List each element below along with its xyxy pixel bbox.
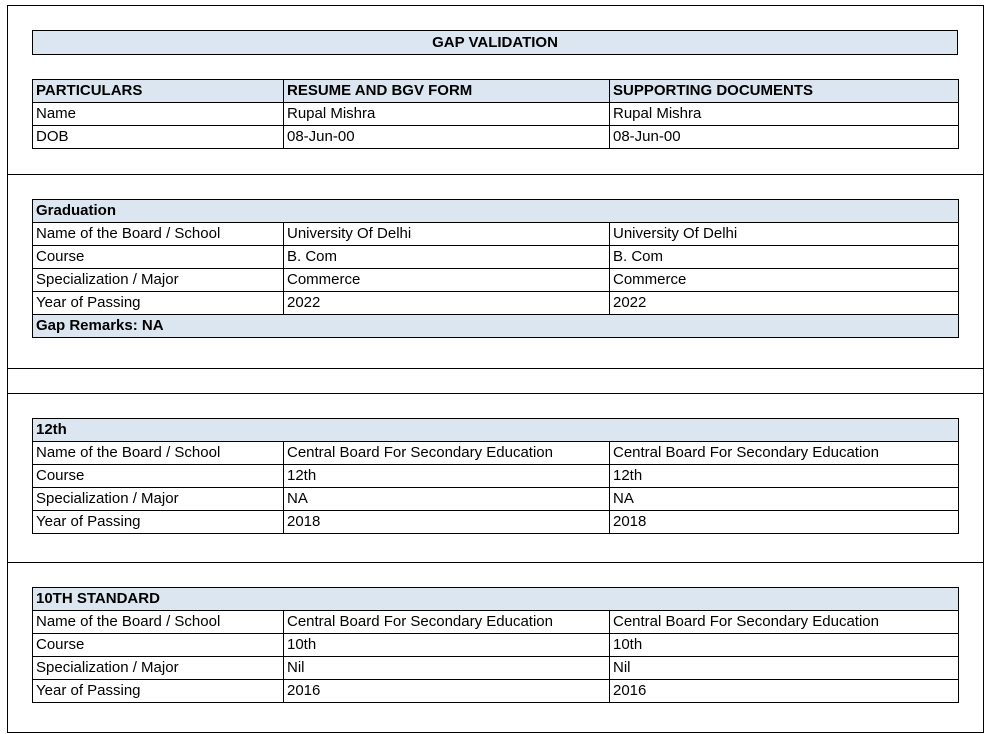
resume-value: B. Com	[284, 246, 610, 269]
table-row	[33, 657, 959, 680]
docs-value: University Of Delhi	[610, 223, 959, 246]
docs-value: Central Board For Secondary Education	[610, 442, 959, 465]
personal-table	[32, 79, 959, 149]
resume-value: Nil	[284, 657, 610, 680]
resume-value: 12th	[284, 465, 610, 488]
row-label: Specialization / Major	[33, 488, 284, 511]
row-label: DOB	[33, 126, 284, 149]
resume-value: 08-Jun-00	[284, 126, 610, 149]
docs-value: B. Com	[610, 246, 959, 269]
header-supporting-docs: SUPPORTING DOCUMENTS	[610, 80, 959, 103]
gap-remarks: Gap Remarks: NA	[33, 315, 959, 338]
row-label: Year of Passing	[33, 680, 284, 703]
table-row	[33, 269, 959, 292]
row-label: Course	[33, 246, 284, 269]
docs-value: Nil	[610, 657, 959, 680]
table-row	[33, 246, 959, 269]
docs-value: Central Board For Secondary Education	[610, 611, 959, 634]
gap-remarks-row	[33, 315, 959, 338]
table-row	[33, 103, 959, 126]
docs-value: Commerce	[610, 269, 959, 292]
resume-value: University Of Delhi	[284, 223, 610, 246]
docs-value: Rupal Mishra	[610, 103, 959, 126]
header-particulars: PARTICULARS	[33, 80, 284, 103]
row-label: Course	[33, 634, 284, 657]
row-label: Name of the Board / School	[33, 611, 284, 634]
resume-value: NA	[284, 488, 610, 511]
resume-value: Central Board For Secondary Education	[284, 442, 610, 465]
resume-value: Central Board For Secondary Education	[284, 611, 610, 634]
table-row	[33, 126, 959, 149]
docs-value: 2016	[610, 680, 959, 703]
table-row	[33, 442, 959, 465]
section-heading-row	[33, 200, 959, 223]
section-heading-row	[33, 588, 959, 611]
table-row	[33, 488, 959, 511]
table-row	[33, 292, 959, 315]
twelfth-table	[32, 418, 959, 534]
table-row	[33, 223, 959, 246]
section-heading-row	[33, 419, 959, 442]
resume-value: 2016	[284, 680, 610, 703]
resume-value: Rupal Mishra	[284, 103, 610, 126]
table-row	[33, 511, 959, 534]
graduation-table	[32, 199, 959, 338]
table-row	[33, 465, 959, 488]
docs-value: 2022	[610, 292, 959, 315]
section-band-spacer	[7, 368, 984, 395]
table-row	[33, 611, 959, 634]
docs-value: 2018	[610, 511, 959, 534]
table-row	[33, 634, 959, 657]
row-label: Year of Passing	[33, 511, 284, 534]
header-resume-bgv: RESUME AND BGV FORM	[284, 80, 610, 103]
row-label: Name of the Board / School	[33, 442, 284, 465]
resume-value: 2018	[284, 511, 610, 534]
row-label: Specialization / Major	[33, 269, 284, 292]
section-heading: Graduation	[33, 200, 959, 223]
section-heading: 10TH STANDARD	[33, 588, 959, 611]
row-label: Specialization / Major	[33, 657, 284, 680]
row-label: Name of the Board / School	[33, 223, 284, 246]
page-title: GAP VALIDATION	[32, 30, 958, 55]
row-label: Year of Passing	[33, 292, 284, 315]
docs-value: NA	[610, 488, 959, 511]
header-row	[33, 80, 959, 103]
docs-value: 12th	[610, 465, 959, 488]
docs-value: 08-Jun-00	[610, 126, 959, 149]
docs-value: 10th	[610, 634, 959, 657]
section-heading: 12th	[33, 419, 959, 442]
resume-value: 10th	[284, 634, 610, 657]
row-label: Course	[33, 465, 284, 488]
tenth-table	[32, 587, 959, 703]
resume-value: 2022	[284, 292, 610, 315]
resume-value: Commerce	[284, 269, 610, 292]
row-label: Name	[33, 103, 284, 126]
table-row	[33, 680, 959, 703]
